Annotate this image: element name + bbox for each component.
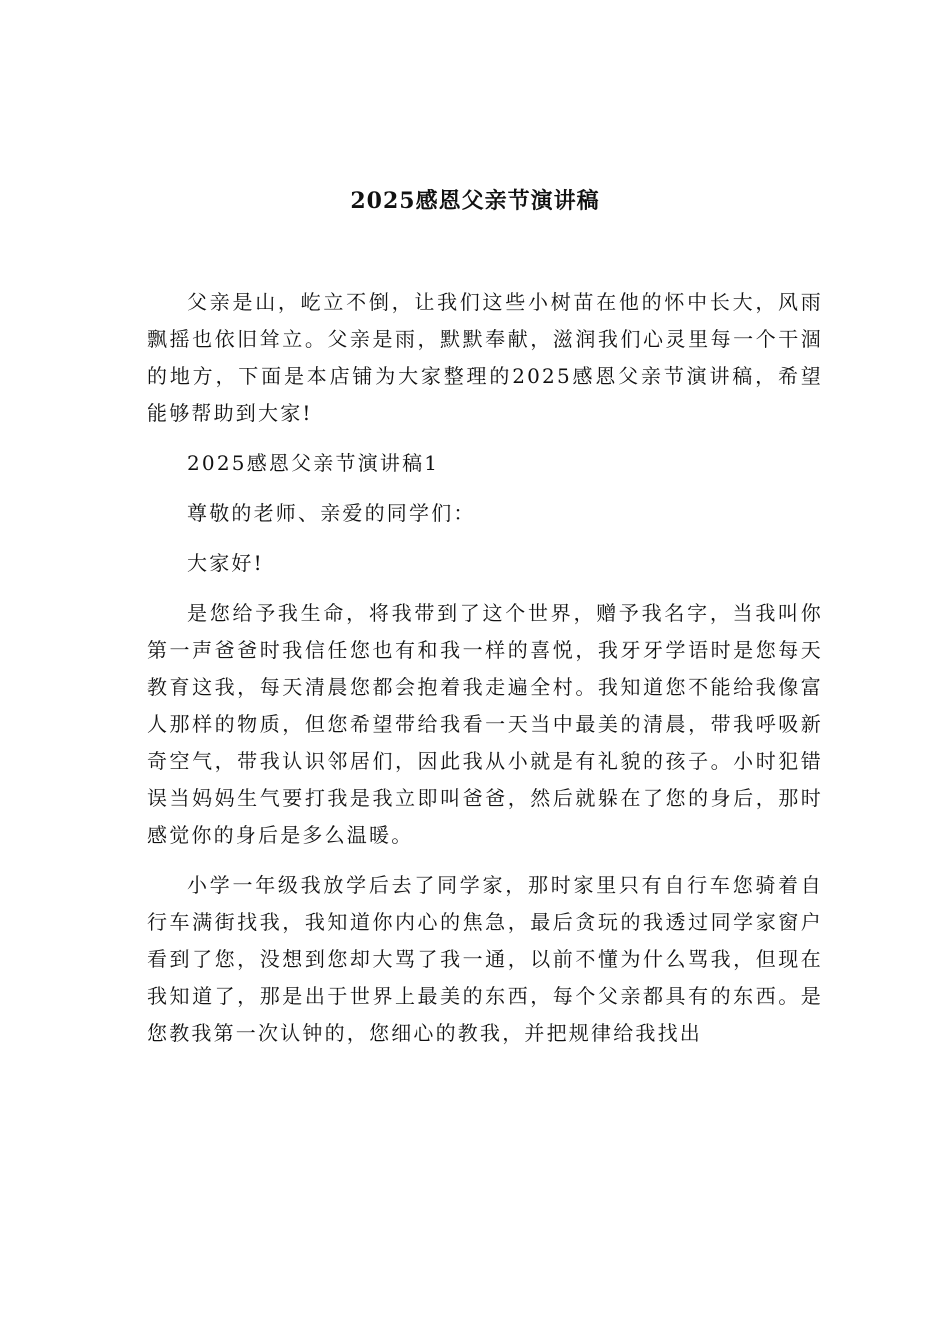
greeting: 大家好! xyxy=(187,551,264,575)
body-paragraph: 小学一年级我放学后去了同学家，那时家里只有自行车您骑着自行车满街找我，我知道你内心的焦急，最后贪玩的我透过同学家窗户看到了您，没想到您却大骂了我一通，以前不懂为什么骂我，但现在我知道了，那是出于世界上最美的东西，每个父亲都具有的东西。是您教我第一次认钟的，您细心的教我，并把规律给我找出 xyxy=(147,873,823,1045)
document-title: 2025感恩父亲节演讲稿 xyxy=(350,188,600,214)
document-body xyxy=(147,284,823,1065)
salutation: 尊敬的老师、亲爱的同学们： xyxy=(187,501,476,525)
section-heading: 2025感恩父亲节演讲稿1 xyxy=(187,451,440,475)
body-paragraph: 是您给予我生命，将我带到了这个世界，赠予我名字，当我叫你第一声爸爸时我信任您也有和我一样的喜悦，我牙牙学语时是您每天教育这我，每天清晨您都会抱着我走遍全村。我知道您不能给我像富人那样的物质，但您希望带给我看一天当中最美的清晨，带我呼吸新奇空气，带我认识邻居们，因此我从小就是有礼貌的孩子。小时犯错误当妈妈生气要打我是我立即叫爸爸，然后就躲在了您的身后，那时感觉你的身后是多么温暖。 xyxy=(147,601,823,847)
intro-paragraph: 父亲是山，屹立不倒，让我们这些小树苗在他的怀中长大，风雨飘摇也依旧耸立。父亲是雨，默默奉献，滋润我们心灵里每一个干涸的地方，下面是本店铺为大家整理的2025感恩父亲节演讲稿，希望能够帮助到大家! xyxy=(147,290,823,425)
